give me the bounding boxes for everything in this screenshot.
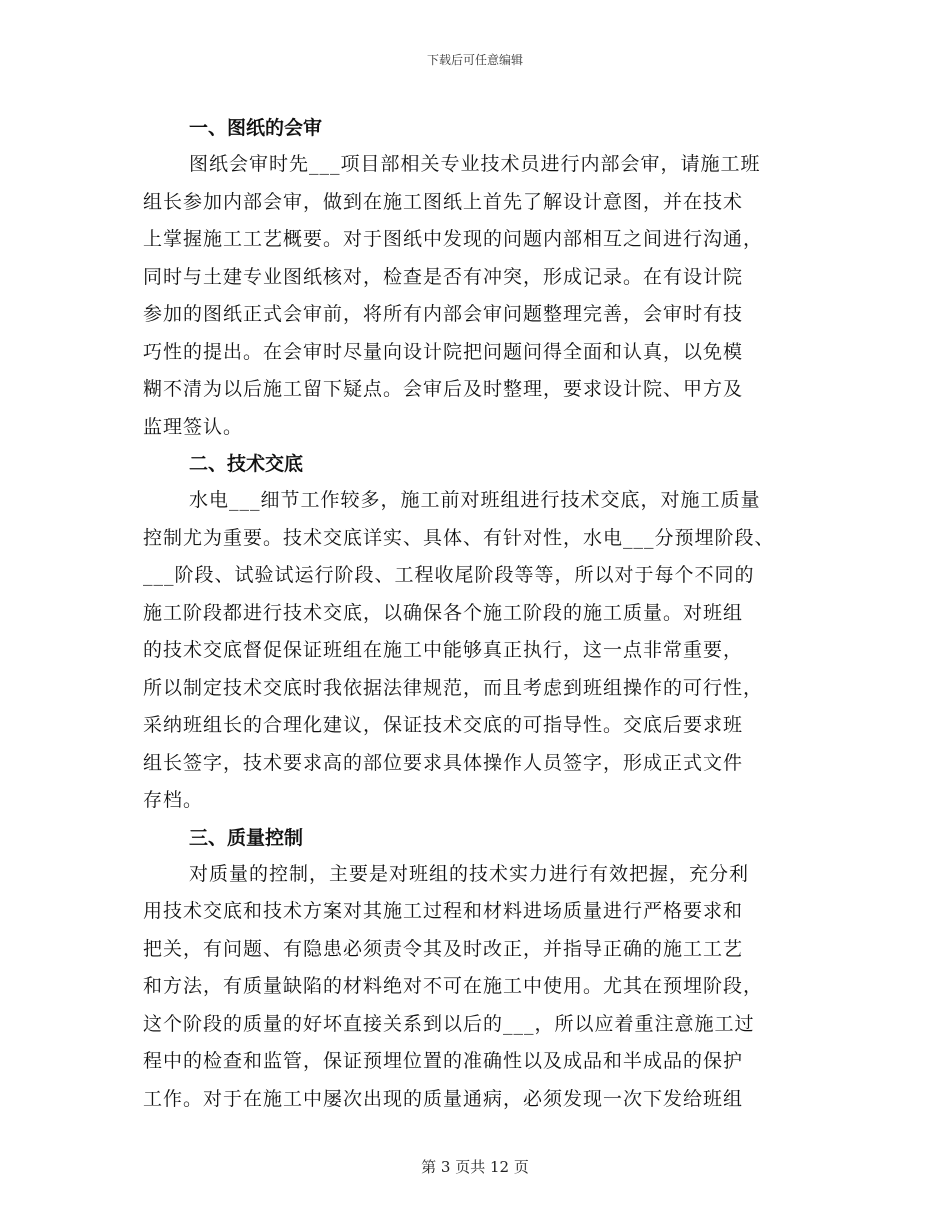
paragraph-line: 程中的检查和监管，保证预埋位置的准确性以及成品和半成品的保护 [143,1050,744,1072]
paragraph-line: ___阶段、试验试运行阶段、工程收尾阶段等等，所以对于每个不同的 [143,564,755,586]
paragraph-line: 工作。对于在施工中屡次出现的质量通病，必须发现一次下发给班组 [143,1087,744,1110]
page-number: 第 3 页共 12 页 [421,1158,529,1176]
paragraph-line: 图纸会审时先___项目部相关专业技术员进行内部会审，请施工班 [189,153,761,175]
paragraph-line: 施工阶段都进行技术交底，以确保各个施工阶段的施工质量。对班组 [143,601,744,624]
section-heading: 二、技术交底 [189,453,304,475]
paragraph-line: 采纳班组长的合理化建议，保证技术交底的可指导性。交底后要求班 [143,714,744,736]
paragraph-line: 存档。 [143,789,204,811]
paragraph-line: 所以制定技术交底时我依据法律规范，而且考虑到班组操作的可行性， [143,676,764,699]
section-quality-control [143,820,823,1119]
paragraph-line: 巧性的提出。在会审时尽量向设计院把问题问得全面和认真，以免模 [143,340,744,363]
section-technical-briefing [143,446,823,820]
paragraph-line: 水电___细节工作较多，施工前对班组进行技术交底，对施工质量 [189,489,761,511]
page-header: 下载后可任意编辑 [426,53,523,67]
paragraph-line: 和方法，有质量缺陷的材料绝对不可在施工中使用。尤其在预埋阶段， [143,975,764,997]
section-drawing-review [143,110,823,446]
section-heading: 一、图纸的会审 [189,117,323,139]
paragraph-line: 这个阶段的质量的好坏直接关系到以后的___，所以应着重注意施工过 [143,1012,755,1035]
paragraph-line: 同时与土建专业图纸核对，检查是否有冲突，形成记录。在有设计院 [143,265,744,288]
paragraph-line: 组长签字，技术要求高的部位要求具体操作人员签字，形成正式文件 [143,751,744,774]
paragraph-line: 用技术交底和技术方案对其施工过程和材料进场质量进行严格要求和 [143,900,744,922]
paragraph-line: 糊不清为以后施工留下疑点。会审后及时整理，要求设计院、甲方及 [143,378,744,400]
section-heading: 三、质量控制 [189,826,304,849]
paragraph-line: 控制尤为重要。技术交底详实、具体、有针对性，水电___分预埋阶段、 [143,526,775,549]
paragraph-line: 对质量的控制，主要是对班组的技术实力进行有效把握，充分利 [189,862,750,885]
paragraph-line: 的技术交底督促保证班组在施工中能够真正执行，这一点非常重要， [143,639,744,661]
paragraph-line: 组长参加内部会审，做到在施工图纸上首先了解设计意图，并在技术 [143,190,744,213]
document-body [143,110,823,1118]
paragraph-line: 把关，有问题、有隐患必须责令其及时改正，并指导正确的施工工艺 [143,937,744,960]
paragraph-line: 上掌握施工工艺概要。对于图纸中发现的问题内部相互之间进行沟通， [143,228,764,250]
paragraph-line: 参加的图纸正式会审前，将所有内部会审问题整理完善，会审时有技 [143,303,744,325]
paragraph-line: 监理签认。 [143,415,244,438]
